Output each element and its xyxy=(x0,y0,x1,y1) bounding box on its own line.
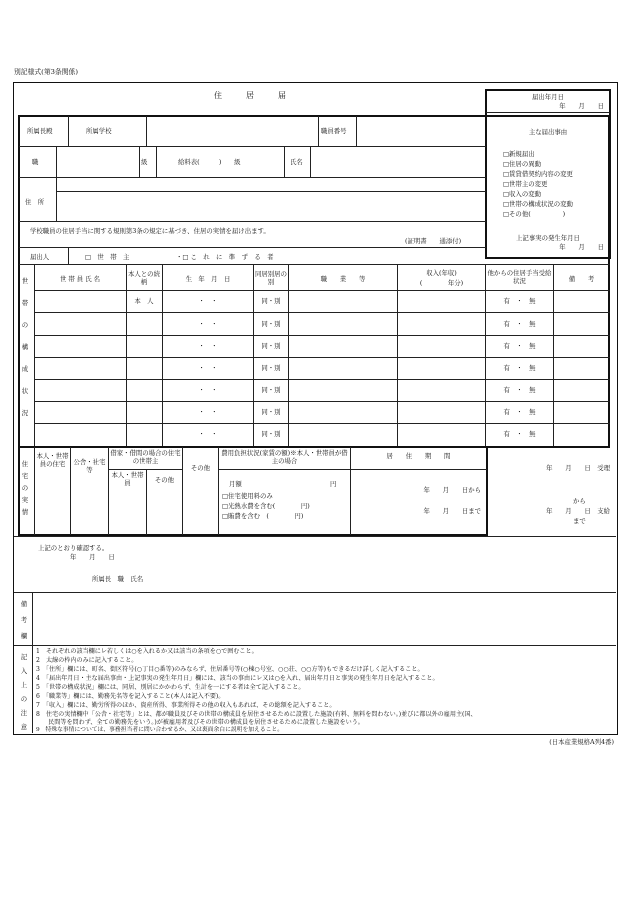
occurrence-date[interactable]: 年 月 日 xyxy=(559,243,604,251)
payment-to: まで xyxy=(573,517,586,525)
payment-date[interactable]: 年 月 日 支給 xyxy=(546,507,610,515)
paper-size-note: (日本産業規格A列4番) xyxy=(549,738,614,746)
cohab-cell[interactable]: 同・別 xyxy=(261,408,281,416)
birthdate-cell[interactable]: ・ ・ xyxy=(198,320,218,328)
addressee: 所属長殿 xyxy=(27,127,53,135)
reason-household-change[interactable]: □世帯の構成状況の変動 xyxy=(503,200,573,208)
allowance-cell[interactable]: 有 ・ 無 xyxy=(503,342,536,350)
position-label: 職 xyxy=(32,158,39,166)
birthdate-cell[interactable]: ・ ・ xyxy=(198,430,218,438)
filing-date-label: 届出年月日 xyxy=(532,93,564,101)
allowance-cell[interactable]: 有 ・ 無 xyxy=(503,430,536,438)
note-7: 7 「収入」欄には、勤労所得のほか、資産所得、事業所得その他の収入もあれば、その総額を記入すること。 xyxy=(36,702,336,709)
housing-side-label: 住 宅 の 実 情 xyxy=(21,460,29,516)
note-2: 2 太線の枠内のみに記入すること。 xyxy=(36,657,138,664)
declaration-text: 学校職員の住居手当に関する規則第3条の規定に基づき、住居の実情を届け出ます。 xyxy=(30,227,270,235)
birthdate-cell[interactable]: ・ ・ xyxy=(198,297,218,305)
allowance-cell[interactable]: 有 ・ 無 xyxy=(503,408,536,416)
reason-new[interactable]: □新規届出 xyxy=(503,150,535,158)
birthdate-cell[interactable]: ・ ・ xyxy=(198,386,218,394)
burden-title: 費用負担状況(家賃の額)※本人・世帯員が借主の場合 xyxy=(221,449,348,465)
note-4: 4 「届出年月日・主な届出事由・上記事実の発生年月日」欄には、該当の事由にレ又は○を入れ、届出年月日と事実の発生年月日を記入すること。 xyxy=(36,675,439,682)
self-relation: 本 人 xyxy=(134,297,154,305)
confirm-signature[interactable]: 所属長 職 氏名 xyxy=(92,575,144,583)
proof-note: (証明書 通添付) xyxy=(405,237,462,245)
burden-meals[interactable]: □賄費を含む ( 円) xyxy=(222,512,304,520)
note-6: 6 「職業等」欄には、勤務先名等を記入すること(本人は記入不要)。 xyxy=(36,693,225,700)
monthly-yen: 円 xyxy=(330,480,337,488)
birthdate-cell[interactable]: ・ ・ xyxy=(198,408,218,416)
residence-period-title: 居 住 期 間 xyxy=(386,452,451,460)
note-8: 8 住宅の実情欄中「公舎・社宅等」とは、都が職員及びその世帯の構成員を居住させるために設置した施設(有料、無料を問わない。)並びに都以外の雇用主(国、 xyxy=(36,711,477,718)
col-other-allowance: 他からの住居手当受給状況 xyxy=(487,269,552,285)
filer-head-option[interactable]: □ 世 帯 主 xyxy=(85,253,130,261)
household-side-label: 世 帯 の 構 成 状 況 xyxy=(21,277,29,417)
confirm-text: 上記のとおり確認する。 xyxy=(38,544,109,552)
filing-date-value[interactable]: 年 月 日 xyxy=(559,102,604,110)
monthly-label: 月額 xyxy=(229,480,242,488)
address-label: 住 所 xyxy=(25,198,45,206)
col-relation: 本人との続柄 xyxy=(128,270,160,286)
housing-other-label: その他 xyxy=(190,464,211,472)
col-income: 収入(年収) xyxy=(426,269,457,277)
form-label: 別記様式(第3条関係) xyxy=(14,68,79,76)
school-label: 所属学校 xyxy=(86,127,112,135)
period-from[interactable]: 年 月 日から xyxy=(423,486,481,494)
reason-income-change[interactable]: □収入の変動 xyxy=(503,190,541,198)
note-9: 9 特殊な事情については、事務担当者に問い合わせるか、又は裏面余白に説明を加えること。 xyxy=(36,727,284,733)
allowance-cell[interactable]: 有 ・ 無 xyxy=(503,386,536,394)
cohab-cell[interactable]: 同・別 xyxy=(261,320,281,328)
payment-from: から xyxy=(573,497,586,505)
public-housing-label: 公舎・社宅等 xyxy=(73,458,106,474)
cohab-cell[interactable]: 同・別 xyxy=(261,386,281,394)
allowance-cell[interactable]: 有 ・ 無 xyxy=(503,320,536,328)
birthdate-cell[interactable]: ・ ・ xyxy=(198,342,218,350)
period-to[interactable]: 年 月 日まで xyxy=(423,507,481,515)
reason-head-change[interactable]: □世帯主の変更 xyxy=(503,180,548,188)
rent-label: 借家・借間の場合の住宅の世帯主 xyxy=(110,449,181,465)
filer-label: 届出人 xyxy=(30,253,50,261)
birthdate-cell[interactable]: ・ ・ xyxy=(198,364,218,372)
notes-side-label: 記 入 上 の 注 意 xyxy=(20,653,28,731)
reasons-title: 主な届出事由 xyxy=(528,128,568,136)
allowance-cell[interactable]: 有 ・ 無 xyxy=(503,297,536,305)
remarks-side-label: 備 考 欄 xyxy=(20,600,28,640)
cohab-cell[interactable]: 同・別 xyxy=(261,364,281,372)
staff-number-label: 職員番号 xyxy=(321,127,347,135)
col-occupation: 職 業 等 xyxy=(320,275,366,283)
col-remarks: 備 考 xyxy=(568,275,595,283)
salary-table-label: 給料表( ) 級 xyxy=(178,158,241,166)
rent-self-label: 本人・世帯員 xyxy=(111,471,144,487)
form-title: 住 居 届 xyxy=(214,91,286,100)
note-8-cont: 民間等を問わず、全ての勤務先をいう。)が被雇用者及びその世帯の構成員を居住させるために設置した施設をいう。 xyxy=(36,719,364,726)
cohab-cell[interactable]: 同・別 xyxy=(261,297,281,305)
reason-move[interactable]: □住居の異動 xyxy=(503,160,541,168)
col-cohabitation: 同居別居の別 xyxy=(255,270,287,286)
reason-other[interactable]: □その他( ) xyxy=(503,210,566,218)
confirm-date[interactable]: 年 月 日 xyxy=(70,553,115,561)
grade-label: 級 xyxy=(141,158,148,166)
col-birthdate: 生 年 月 日 xyxy=(185,275,231,283)
col-member-name: 世 帯 員 氏 名 xyxy=(59,275,101,283)
note-1: 1 それぞれの該当欄にレ若しくは○を入れるか又は該当の条項を○で囲むこと。 xyxy=(36,648,258,655)
name-label: 氏名 xyxy=(290,158,303,166)
cohab-cell[interactable]: 同・別 xyxy=(261,430,281,438)
cohab-cell[interactable]: 同・別 xyxy=(261,342,281,350)
own-house-label: 本人・世帯員の住宅 xyxy=(36,452,69,468)
rent-other-label: その他 xyxy=(154,476,175,484)
note-3: 3 「住所」欄には、町名、街区符号(○丁目○番等)のみならず、住居番号等(○棟○号室、○○荘、○○方等)もできるだけ詳しく記入すること。 xyxy=(36,666,424,673)
burden-utilities[interactable]: □光熱水費を含む( 円) xyxy=(222,502,310,510)
receipt-date[interactable]: 年 月 日 受理 xyxy=(546,464,610,472)
filer-quasi-option[interactable]: ・□ こ れ に 準 ず る 者 xyxy=(176,253,274,261)
col-income-unit: ( 年分) xyxy=(419,279,464,287)
burden-rent-only[interactable]: □住宅使用料のみ xyxy=(222,492,273,500)
note-5: 5 「世帯の構成状況」欄には、同居、別居にかかわらず、生計を一にする者は全て記入すること。 xyxy=(36,684,305,691)
occurrence-label: 上記事実の発生年月日 xyxy=(516,234,580,242)
allowance-cell[interactable]: 有 ・ 無 xyxy=(503,364,536,372)
reason-lease-change[interactable]: □賃貸借契約内容の変更 xyxy=(503,170,573,178)
